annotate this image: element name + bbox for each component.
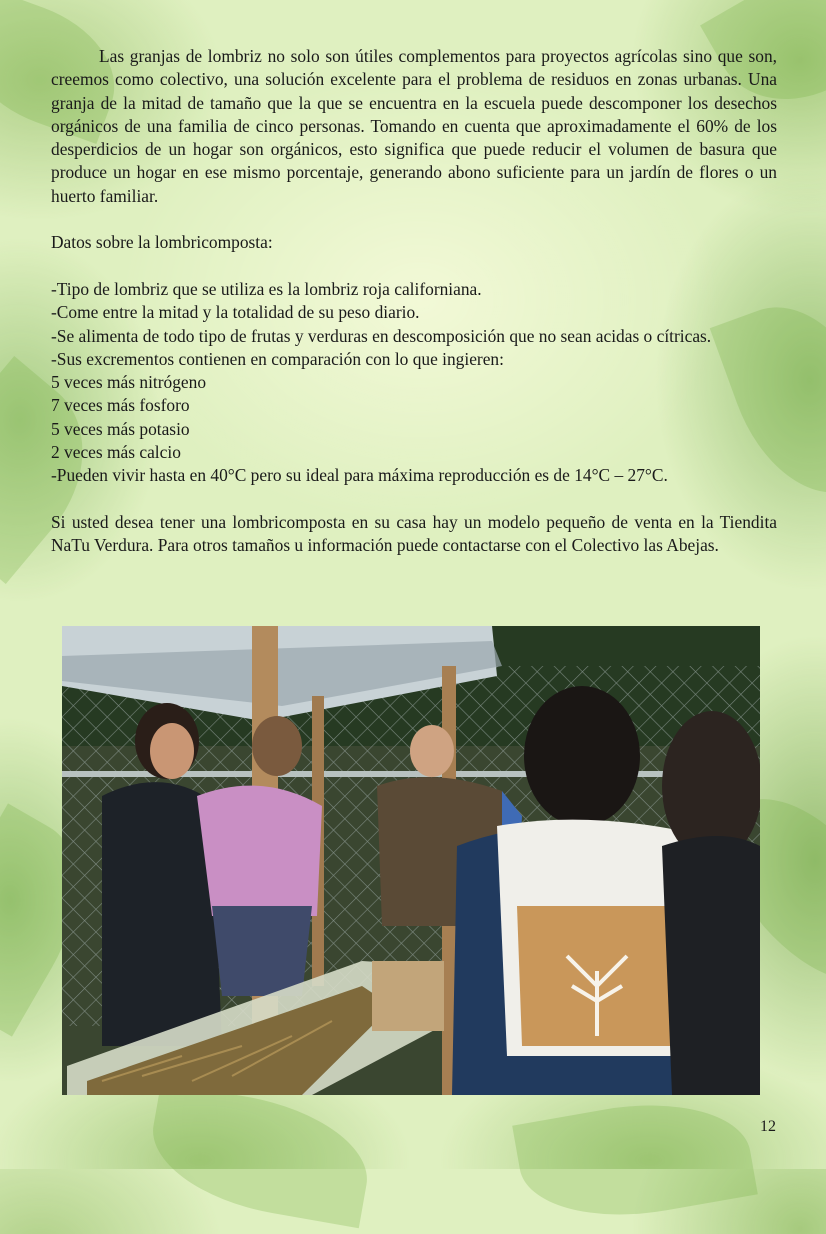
fact-item: -Se alimenta de todo tipo de frutas y verduras en descomposición que no sean acidas o cítricas. [51, 325, 712, 346]
fact-item: -Come entre la mitad y la totalidad de su peso diario. [51, 302, 420, 323]
closing-paragraph: Si usted desea tener una lombricomposta en su casa hay un modelo pequeño de venta en la Tiendita NaTu Verdura. Para otros tamaños u información puede contactarse con el Colectivo las Abejas. [51, 511, 777, 556]
intro-paragraph: Las granjas de lombriz no solo son útiles complementos para proyectos agrícolas sino que son, creemos como colectivo, una solución excelente para el problema de residuos en zonas urbanas. Una granja de la mitad de tamaño que la que se encuentra en la escuela puede descomponer los desechos orgánicos de una familia de cinco personas. Tomando en cuenta que aproximadamente el 60% de los desperdicios de un hogar son orgánicos, esto significa que puede reducir el volumen de basura que produce un hogar en ese mismo porcentaje, generando abono suficiente para un jardín de flores o un huerto familiar. [51, 46, 777, 206]
fact-item: 5 veces más potasio [51, 418, 190, 439]
facts-heading: Datos sobre la lombricomposta: [51, 232, 273, 253]
background-leaf [512, 1086, 758, 1234]
page-number: 12 [760, 1118, 776, 1135]
fact-item: 2 veces más calcio [51, 442, 181, 463]
fact-item: -Sus excrementos contienen en comparación con lo que ingieren: [51, 348, 504, 369]
fact-item: -Pueden vivir hasta en 40°C pero su ideal para máxima reproducción es de 14°C – 27°C. [51, 465, 668, 486]
fact-item: -Tipo de lombriz que se utiliza es la lombriz roja californiana. [51, 278, 482, 299]
worm-farm-photo [62, 626, 760, 1095]
fact-item: 7 veces más fosforo [51, 395, 190, 416]
fact-item: 5 veces más nitrógeno [51, 372, 207, 393]
article-text [51, 45, 777, 558]
background-leaf [142, 1082, 378, 1229]
